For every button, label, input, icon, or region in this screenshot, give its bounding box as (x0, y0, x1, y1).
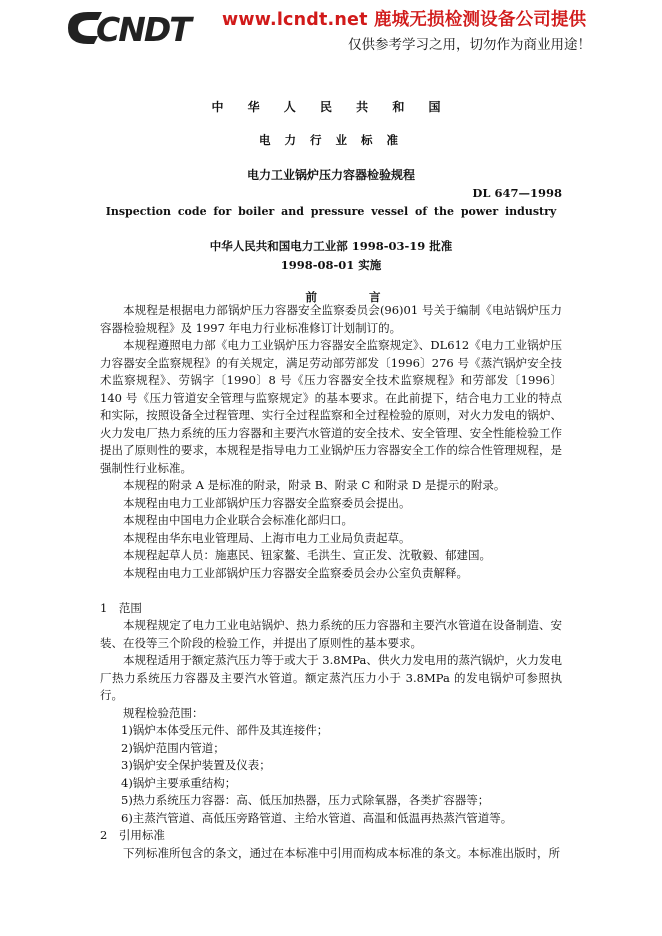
list-item: 3)锅炉安全保护装置及仪表； (121, 758, 271, 772)
list-item: 1)锅炉本体受压元件、部件及其连接件； (121, 723, 329, 737)
usage-notice: 仅供参考学习之用，切勿作为商业用途！ (348, 37, 591, 53)
preface-paragraph: 本规程起草人员：施惠民、钮家鳌、毛洪生、宣正发、沈敬毅、郁建国。 (123, 548, 491, 562)
preface-paragraph: 本规程是根据电力部锅炉压力容器安全监察委员会(96)01 号关于编制《电站锅炉压力容器检验规程》及 1997 年电力行业标准修订计划制订的。 (100, 303, 562, 335)
standard-type: 电 力 行 业 标 准 (258, 133, 404, 147)
section-2-paragraph: 下列标准所包含的条文，通过在本标准中引用而构成本标准的条文。本标准出版时，所 (123, 845, 560, 860)
implementation-line: 1998-08-01 实施 (280, 258, 382, 272)
preface-paragraph: 本规程遵照电力部《电力工业锅炉压力容器安全监察规定》、DL612《电力工业锅炉压力容器安全监察规程》的有关规定，满足劳动部劳部发〔1996〕276 号《蒸汽锅炉安全技术监察规程》、劳锅字〔1990〕8 号《压力容器安全技术监察规程》和劳部发〔1996〕140 号《压力管道安全管理与监察规定》的基本要求。在此前提下，结合电力工业的特点和实际，按照设备全过程管理、实行全过程监察和全过程检验的原则，对火力发电的锅炉、火力发电厂热力系统的压力容器和主要汽水管道的安全技术、安全管理、安全性能检验工作提出了原则性的要求，本规程是指导电力工业锅炉压力容器安全工作的综合性管理规程，是强制性行业标准。 (100, 338, 562, 475)
section-1-heading: 1 范围 (100, 600, 142, 615)
preface-paragraph: 本规程的附录 A 是标准的附录，附录 B、附录 C 和附录 D 是提示的附录。 (123, 478, 506, 492)
lcndt-logo (62, 8, 212, 48)
list-item: 5)热力系统压力容器：高、低压加热器，压力式除氧器，各类扩容器等； (121, 793, 490, 807)
watermark-header (0, 0, 662, 60)
preface-paragraph: 本规程由电力工业部锅炉压力容器安全监察委员会提出。 (123, 495, 411, 510)
preface-paragraph: 本规程由中国电力企业联合会标准化部归口。 (123, 513, 353, 527)
document-body (100, 302, 562, 862)
english-title: Inspection code for boiler and pressure vessel of the power industry (105, 205, 557, 218)
section-1-paragraph: 本规程适用于额定蒸汽压力等于或大于 3.8MPa、供火力发电用的蒸汽锅炉，火力发电厂热力系统压力容器及主要汽水管道。额定蒸汽压力小于 3.8MPa 的发电锅炉可参照执行。 (100, 653, 562, 702)
preface-paragraph: 本规程由电力工业部锅炉压力容器安全监察委员会办公室负责解释。 (123, 565, 468, 580)
section-1-paragraph: 本规程规定了电力工业电站锅炉、热力系统的压力容器和主要汽水管道在设备制造、安装、在役等三个阶段的检验工作，并提出了原则性的基本要求。 (100, 618, 562, 650)
document-title: 电力工业锅炉压力容器检验规程 (246, 168, 415, 182)
section-2-heading: 2 引用标准 (100, 828, 165, 842)
site-banner: www.lcndt.net 鹿城无损检测设备公司提供 (222, 10, 587, 30)
approval-line: 中华人民共和国电力工业部 1998-03-19 批准 (209, 239, 453, 253)
list-item: 4)锅炉主要承重结构； (121, 775, 237, 790)
preface-paragraph: 本规程由华东电业管理局、上海市电力工业局负责起草。 (123, 530, 411, 545)
svg-text:CNDT: CNDT (96, 10, 190, 48)
list-item: 2)锅炉范围内管道； (121, 740, 225, 755)
scope-label: 规程检验范围： (123, 705, 204, 720)
list-item: 6)主蒸汽管道、高低压旁路管道、主给水管道、高温和低温再热蒸汽管道等。 (121, 810, 513, 825)
country-title: 中 华 人 民 共 和 国 (211, 100, 451, 114)
preface-heading: 前 言 (305, 290, 405, 304)
standard-code: DL 647—1998 (472, 186, 562, 200)
